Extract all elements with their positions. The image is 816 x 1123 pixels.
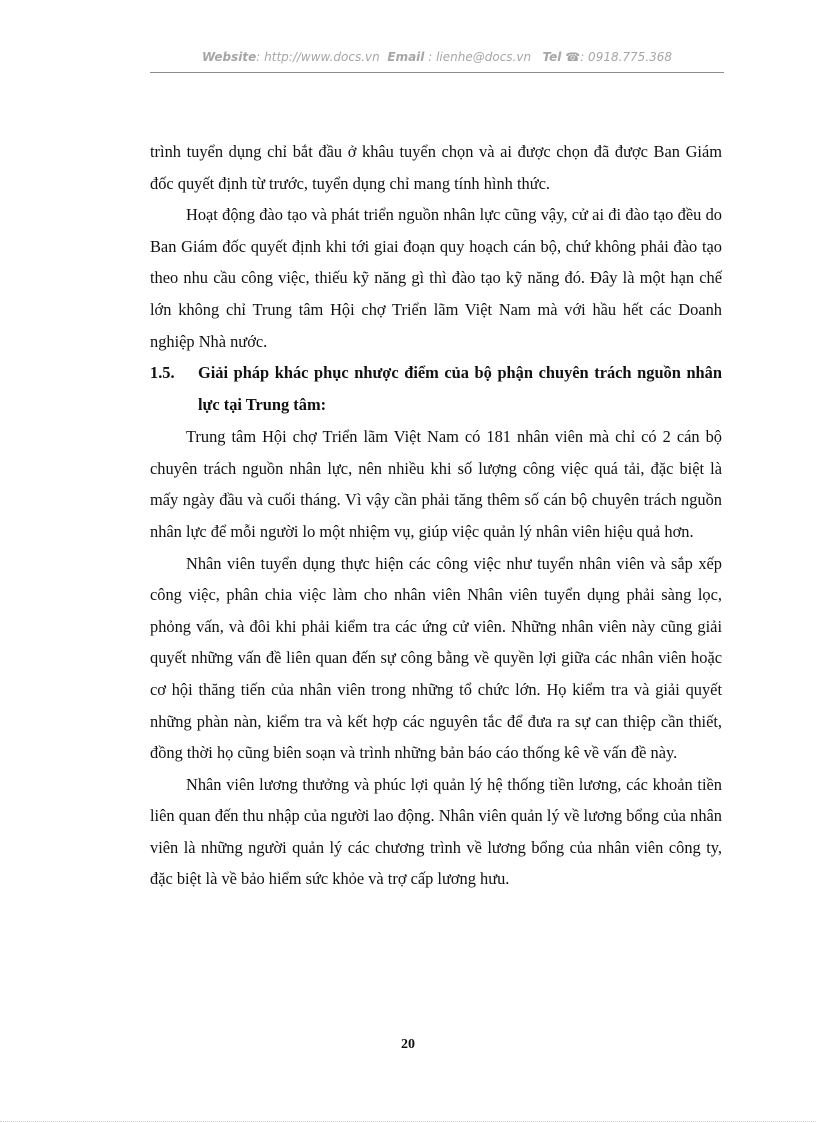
email-label: Email xyxy=(387,50,425,64)
page-header xyxy=(150,50,724,64)
page-content xyxy=(150,136,722,895)
section-number: 1.5. xyxy=(150,363,175,383)
paragraph-staff-count: Trung tâm Hội chợ Triển lãm Việt Nam có 181 nhân viên mà chỉ có 2 cán bộ chuyên trách nguồn nhân lực, nên nhiều khi số lượng công việc quá tải, đặc biệt là mấy ngày đầu và cuối tháng. Vì vậy cần phải tăng thêm số cán bộ chuyên trách nguồn nhân lực để mỗi người lo một nhiệm vụ, giúp việc quản lý nhân viên hiệu quả hơn. xyxy=(150,427,722,541)
paragraph-compensation-staff: Nhân viên lương thưởng và phúc lợi quản lý hệ thống tiền lương, các khoản tiền liên quan đến thu nhập của người lao động. Nhân viên quản lý về lương bổng của nhân viên là những người quản lý các chương trình về lương bổng của nhân viên công ty, đặc biệt là về bảo hiểm sức khỏe và trợ cấp lương hưu. xyxy=(150,774,722,889)
paragraph-recruitment-staff: Nhân viên tuyển dụng thực hiện các công việc như tuyển nhân viên và sắp xếp công việc, phân chia việc làm cho nhân viên Nhân viên tuyển dụng phải sàng lọc, phỏng vấn, và đôi khi phải kiểm tra các ứng cử viên. Những nhân viên này cũng giải quyết những vấn đề liên quan đến sự công bằng về quyền lợi giữa các nhân viên hoặc cơ hội thăng tiến của nhân viên trong những tổ chức lớn. Họ kiểm tra và giải quyết những phàn nàn, kiểm tra và kết hợp các nguyên tắc để đưa ra sự can thiệp cần thiết, đồng thời họ cũng biên soạn và trình những bản báo cáo thống kê về vấn đề này. xyxy=(150,553,722,763)
website-value: : http://www.docs.vn xyxy=(256,50,380,64)
email-value: : lienhe@docs.vn xyxy=(428,50,532,64)
page-bottom-border xyxy=(0,1121,816,1122)
section-title: Giải pháp khác phục nhược điểm của bộ phận chuyên trách nguồn nhân lực tại Trung tâm: xyxy=(198,363,722,415)
tel-label: Tel xyxy=(542,50,562,64)
paragraph-training: Hoạt động đào tạo và phát triển nguồn nhân lực cũng vậy, cử ai đi đào tạo đều do Ban Giám đốc quyết định khi tới giai đoạn quy hoạch cán bộ, chứ không phải đào tạo theo nhu cầu công việc, thiếu kỹ năng gì thì đào tạo kỹ năng đó. Đây là một hạn chế lớn không chỉ Trung tâm Hội chợ Triển lãm Việt Nam mà với hầu hết các Doanh nghiệp Nhà nước. xyxy=(150,205,722,351)
paragraph-continuation: trình tuyển dụng chỉ bắt đầu ở khâu tuyển chọn và ai được chọn đã được Ban Giám đốc quyết định từ trước, tuyển dụng chỉ mang tính hình thức. xyxy=(150,142,722,193)
page-number: 20 xyxy=(401,1037,415,1052)
website-label: Website xyxy=(201,50,257,64)
tel-value: : 0918.775.368 xyxy=(580,50,673,64)
header-divider xyxy=(150,72,724,73)
section-heading xyxy=(150,357,722,421)
phone-icon: ☎ xyxy=(565,50,581,64)
